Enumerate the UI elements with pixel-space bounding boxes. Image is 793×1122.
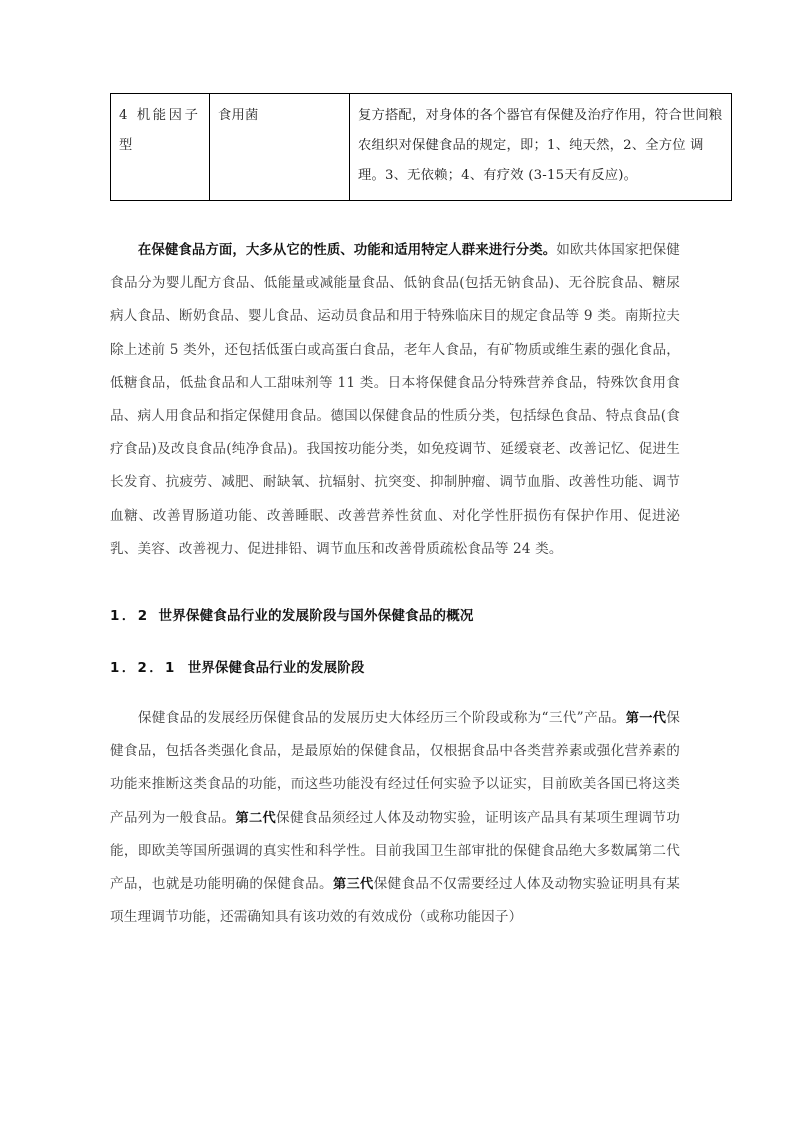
table-cell-category-text: 4 机能因子型: [119, 108, 201, 153]
paragraph-generations: [110, 702, 680, 934]
paragraph-generations-part-1: 保健食品的发展经历保健食品的发展历史大体经历三个阶段或称为“三代”产品。: [137, 710, 626, 727]
table-cell-description: [350, 94, 732, 201]
paragraph-generations-bold-third-gen: 第三代: [332, 877, 374, 893]
table-row: [111, 94, 732, 201]
heading-1-2-1-number: 1．2．1: [110, 661, 177, 677]
paragraph-classification-body: 如欧共体国家把保健食品分为婴儿配方食品、低能量或减能量食品、低钠食品(包括无钠食品)、无谷脘食品、糖尿病人食品、断奶食品、婴儿食品、运动员食品和用于特殊临床目的规定食品等 9 类。南斯拉夫除上述前 5 类外，还包括低蛋白或高蛋白食品，老年人食品，有矿物质或维生素的强化食品，低糖食品，低盐食品和人工甜味剂等 11 类。日本将保健食品分特殊营养食品，特殊饮食用食品、病人用食品和指定保健用食品。德国以保健食品的性质分类，包括绿色食品、特点食品(食疗食品)及改良食品(纯净食品)。我国按功能分类，如免疫调节、延缓衰老、改善记忆、促进生长发育、抗疲劳、减肥、耐缺氧、抗辐射、抗突变、抑制肿瘤、调节血脂、改善性功能、调节血糖、改善胃肠道功能、改善睡眠、改善营养性贫血、对化学性肝损伤有保护作用、促进泌乳、美容、改善视力、促进排铅、调节血压和改善骨质疏松食品等 24 类。: [110, 242, 680, 557]
paragraph-generations-part-4: 保健食品不仅需要经过人体及动物实验证明具有某项生理调节功能，还需确知具有该功效的有效成份（或称功能因子）: [110, 876, 680, 926]
paragraph-classification: [110, 234, 680, 566]
heading-1-2-1: [110, 654, 680, 684]
paragraph-generations-part-2: 保健食品，包括各类强化食品，是最原始的保健食品，仅根据食品中各类营养素或强化营养素的功能来推断这类食品的功能，而这些功能没有经过任何实验予以证实，目前欧美各国已将这类产品列为一般食品。: [110, 710, 681, 826]
paragraph-classification-lead: 在保健食品方面，大多从它的性质、功能和适用特定人群来进行分类。: [137, 243, 557, 258]
table-cell-example: [210, 94, 350, 201]
spec-table-body: [111, 94, 732, 201]
heading-1-2-number: 1．2: [110, 608, 150, 625]
heading-1-2-title: 世界保健食品行业的发展阶段与国外保健食品的概况: [158, 608, 474, 625]
heading-1-2: [110, 601, 680, 631]
spec-table: [110, 93, 732, 201]
table-cell-example-text: 食用菌: [218, 108, 259, 123]
heading-1-2-1-title: 世界保健食品行业的发展阶段: [187, 661, 365, 677]
paragraph-generations-part-3: 保健食品须经过人体及动物实验，证明该产品具有某项生理调节功能，即欧美等国所强调的真实性和科学性。目前我国卫生部审批的保健食品绝大多数属第二代产品，也就是功能明确的保健食品。: [110, 809, 680, 893]
table-cell-category: [111, 94, 210, 201]
paragraph-generations-bold-second-gen: 第二代: [235, 810, 277, 826]
table-cell-description-text: 复方搭配，对身体的各个器官有保健及治疗作用，符合世间粮农组织对保健食品的规定，即；1、纯天然，2、全方位 调 理。3、无依赖；4、有疗效 (3-15天有反应)。: [358, 108, 723, 183]
paragraph-generations-bold-first-gen: 第一代: [625, 711, 667, 727]
